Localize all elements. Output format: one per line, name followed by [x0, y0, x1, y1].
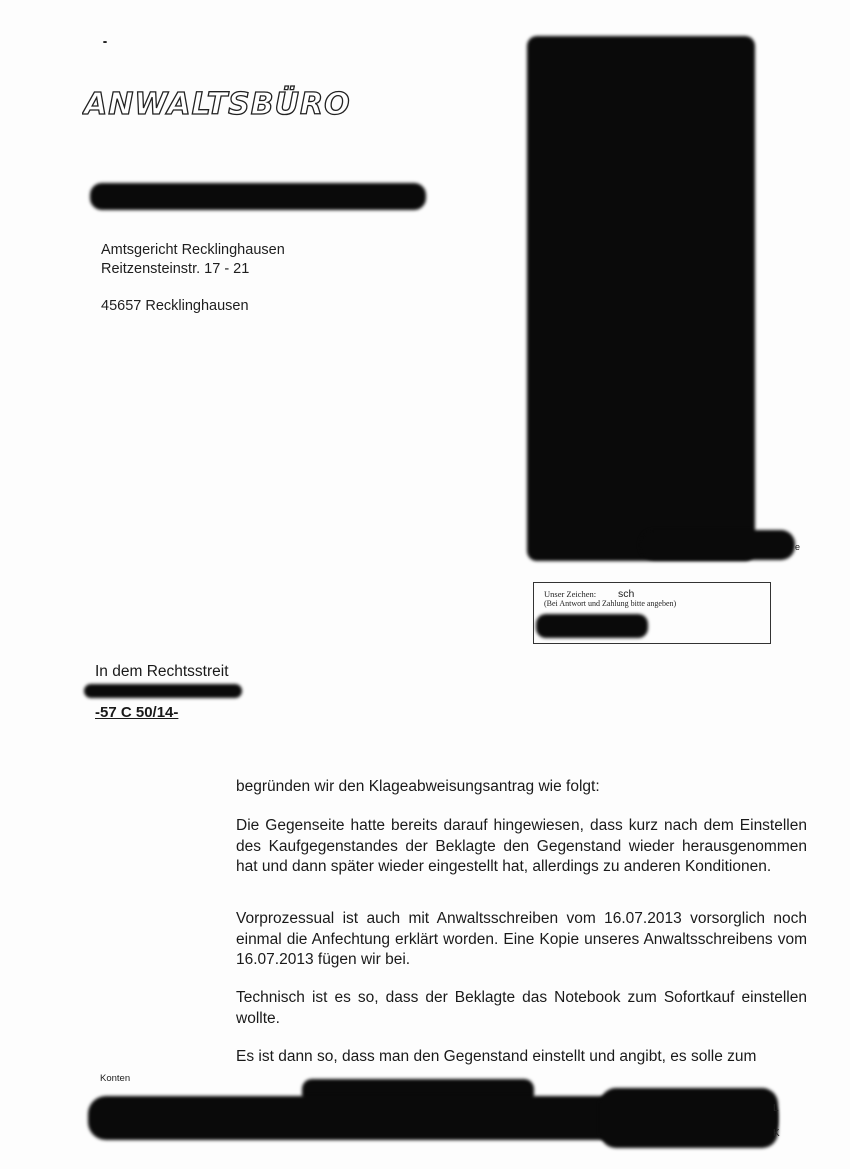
body-paragraph: Die Gegenseite hatte bereits darauf hingewiesen, dass kurz nach dem Einstellen des Kaufgegenstandes der Beklagte den Gegenstand wieder herausgenommen hat und dann später wieder eingestellt hat, allerdings zu anderen Konditionen. — [236, 817, 807, 875]
recipient-city: 45657 Recklinghausen — [101, 298, 249, 314]
recipient-street: Reitzensteinstr. 17 - 21 — [101, 261, 250, 277]
body-paragraph-intro: begründen wir den Klageabweisungsantrag wie folgt: — [236, 778, 600, 795]
recipient-name: Amtsgericht Recklinghausen — [101, 242, 285, 258]
scan-speck — [103, 41, 107, 43]
redacted-party-names — [84, 684, 242, 698]
logo-text: ANWALTSBÜRO — [84, 87, 351, 122]
redacted-footer-right — [600, 1088, 778, 1148]
body-paragraph: Technisch ist es so, dass der Beklagte das Notebook zum Sofortkauf einstellen wollte. — [236, 989, 807, 1027]
redacted-sender-address — [90, 183, 426, 210]
reference-note: (Bei Antwort und Zahlung bitte angeben) — [544, 599, 677, 608]
reference-code: sch — [618, 588, 635, 600]
redacted-sidebar-tail — [640, 530, 795, 560]
redacted-sidebar — [527, 36, 755, 561]
reference-label: Unser Zeichen: — [544, 589, 597, 599]
body-paragraph: Es ist dann so, dass man den Gegenstand einstellt und angibt, es solle zum — [236, 1048, 757, 1065]
case-number: -57 C 50/14- — [95, 704, 179, 721]
case-intro: In dem Rechtsstreit — [95, 663, 229, 680]
stray-character: e — [795, 542, 801, 552]
footer-accounts-label: Konten — [100, 1073, 131, 1084]
footer-margin-mark: L — [773, 1103, 779, 1114]
redacted-reference — [536, 614, 648, 638]
footer-margin-mark: K — [773, 1128, 780, 1139]
law-office-logo — [82, 76, 422, 124]
recipient-address — [101, 241, 285, 316]
body-paragraph: Vorprozessual ist auch mit Anwaltsschreiben vom 16.07.2013 vorsorglich noch einmal die Anfechtung erklärt worden. Eine Kopie unseres Anwaltsschreibens vom 16.07.2013 fügen wir bei. — [236, 910, 807, 968]
